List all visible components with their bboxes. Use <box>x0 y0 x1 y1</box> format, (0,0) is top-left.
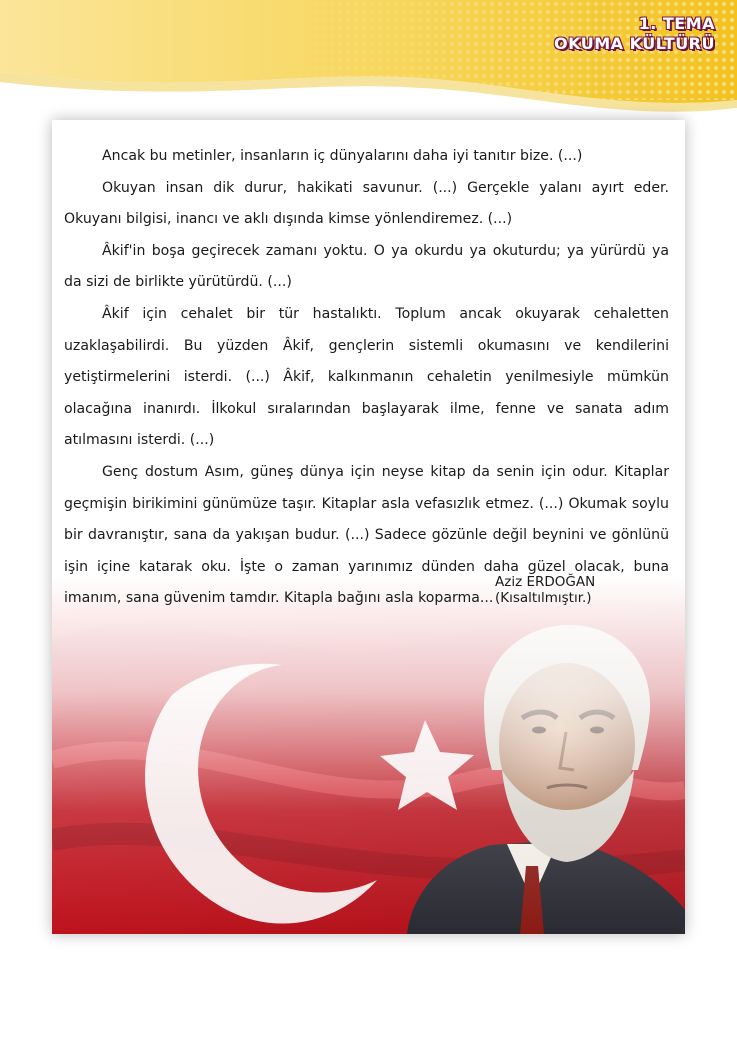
paragraph: Ancak bu metinler, insanların iç dünyalarını daha iyi tanıtır bize. (...) <box>102 148 583 164</box>
paragraph: Âkif'in boşa geçirecek zamanı yoktu. O ya okurdu ya okuturdu; ya yürürdü ya da sizi de birlikte yürütürdü. (...) <box>64 242 669 291</box>
abridged-note: (Kısaltılmıştır.) <box>495 590 592 606</box>
theme-title: OKUMA KÜLTÜRÜ <box>554 34 715 53</box>
article-text <box>64 141 669 615</box>
content-panel <box>52 120 685 934</box>
paragraph: Okuyan insan dik durur, hakikati savunur. (...) Gerçekle yalanı ayırt eder. Okuyanı bilgisi, inancı ve aklı dışında kimse yönlendiremez. (...) <box>64 179 669 228</box>
theme-number: 1. TEMA <box>638 14 715 33</box>
author-name: Aziz ERDOĞAN <box>495 574 596 590</box>
paragraph: Âkif için cehalet bir tür hastalıktı. Toplum ancak okuyarak cehaletten uzaklaşabilirdi. Bu yüzden Âkif, gençlerin sistemli okumasını ve kendilerini yetiştirmelerini isterdi. (...) Âkif, kalkınmanın cehaletin yenilmesiyle mümkün olacağına inanırdı. İlkokul sıralarından başlayarak ilme, fenne ve sanata adım atılmasını isterdi. (...) <box>64 305 669 449</box>
attribution <box>495 574 595 606</box>
paragraph: Genç dostum Asım, güneş dünya için neyse kitap da senin için odur. Kitaplar geçmişin birikimini günümüze taşır. Kitaplar asla vefasızlık etmez. (...) Okumak soylu bir davranıştır, sana da yakışan budur. (...) Sadece gözünle değil beynini ve gönlünü işin içine katarak oku. İşte o zaman yarınımız dünden daha güzel olacak, buna imanım, sana güvenim tamdır. Kitapla bağını asla koparma... <box>64 463 669 607</box>
theme-label <box>554 14 715 54</box>
